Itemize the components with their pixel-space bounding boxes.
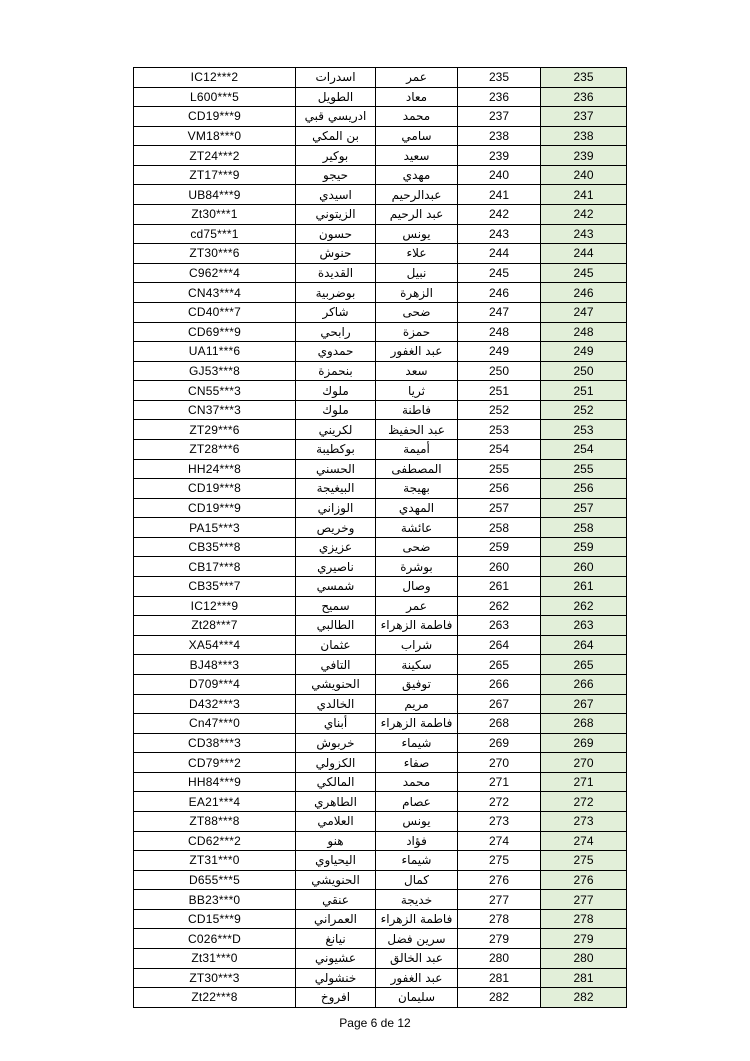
cell-first-name: محمد [376,107,458,127]
table-row [134,929,627,949]
cell-index: 268 [541,714,627,734]
cell-first-name: سعد [376,361,458,381]
cell-first-name: شيماء [376,851,458,871]
cell-index: 263 [541,616,627,636]
cell-index: 276 [541,870,627,890]
cell-number: 235 [458,68,541,88]
cell-number: 240 [458,165,541,185]
cell-code: D432***3 [134,694,296,714]
cell-last-name: الوزاني [296,498,376,518]
cell-number: 281 [458,968,541,988]
cell-first-name: عبد الحفيظ [376,420,458,440]
cell-code: VM18***0 [134,126,296,146]
cell-last-name: أبناي [296,714,376,734]
cell-index: 243 [541,224,627,244]
table-row [134,596,627,616]
cell-code: cd75***1 [134,224,296,244]
cell-last-name: حيجو [296,165,376,185]
table-row [134,146,627,166]
cell-first-name: سكينة [376,655,458,675]
cell-first-name: خديجة [376,890,458,910]
cell-first-name: عبد الغفور [376,342,458,362]
cell-last-name: بنحمزة [296,361,376,381]
table-row [134,655,627,675]
cell-code: EA21***4 [134,792,296,812]
table-row [134,263,627,283]
cell-first-name: عبد الغفور [376,968,458,988]
cell-last-name: العمراني [296,909,376,929]
cell-first-name: المهدي [376,498,458,518]
cell-code: ZT30***3 [134,968,296,988]
cell-code: Zt22***8 [134,988,296,1008]
table-row [134,988,627,1008]
cell-first-name: نبيل [376,263,458,283]
cell-index: 279 [541,929,627,949]
cell-index: 248 [541,322,627,342]
cell-last-name: القديدة [296,263,376,283]
cell-last-name: بوضربية [296,283,376,303]
cell-last-name: اليحياوي [296,851,376,871]
cell-index: 245 [541,263,627,283]
cell-number: 243 [458,224,541,244]
cell-last-name: حنوش [296,244,376,264]
cell-first-name: فاطنة [376,400,458,420]
results-table [133,67,627,1008]
table-row [134,68,627,88]
cell-index: 257 [541,498,627,518]
cell-number: 273 [458,811,541,831]
table-row [134,968,627,988]
cell-last-name: الحنويشي [296,870,376,890]
table-row [134,400,627,420]
cell-number: 269 [458,733,541,753]
cell-last-name: خنشولي [296,968,376,988]
cell-index: 252 [541,400,627,420]
cell-last-name: التافي [296,655,376,675]
table-row [134,792,627,812]
table-row [134,870,627,890]
cell-index: 240 [541,165,627,185]
cell-last-name: الحنويشي [296,674,376,694]
cell-index: 251 [541,381,627,401]
table-row [134,205,627,225]
cell-code: CD62***2 [134,831,296,851]
cell-last-name: الزيتوني [296,205,376,225]
table-row [134,224,627,244]
cell-first-name: عائشة [376,518,458,538]
cell-last-name: اسيدي [296,185,376,205]
cell-last-name: اسدرات [296,68,376,88]
table-row [134,107,627,127]
cell-last-name: الحسني [296,459,376,479]
table-row [134,831,627,851]
cell-first-name: توفيق [376,674,458,694]
cell-number: 259 [458,537,541,557]
cell-code: XA54***4 [134,635,296,655]
cell-code: Cn47***0 [134,714,296,734]
cell-first-name: عبدالرحيم [376,185,458,205]
cell-first-name: عمر [376,596,458,616]
cell-number: 244 [458,244,541,264]
cell-number: 245 [458,263,541,283]
cell-last-name: شاكر [296,302,376,322]
cell-first-name: فؤاد [376,831,458,851]
cell-first-name: شراب [376,635,458,655]
cell-first-name: سعيد [376,146,458,166]
cell-number: 250 [458,361,541,381]
cell-number: 274 [458,831,541,851]
cell-first-name: وصال [376,577,458,597]
cell-last-name: نيانغ [296,929,376,949]
cell-number: 247 [458,302,541,322]
cell-code: BB23***0 [134,890,296,910]
cell-code: CD19***9 [134,107,296,127]
table-row [134,890,627,910]
cell-index: 266 [541,674,627,694]
cell-last-name: الخالدي [296,694,376,714]
cell-number: 248 [458,322,541,342]
cell-first-name: ثريا [376,381,458,401]
table-row [134,616,627,636]
cell-index: 250 [541,361,627,381]
cell-code: ZT24***2 [134,146,296,166]
table-row [134,126,627,146]
cell-first-name: فاطمة الزهراء [376,616,458,636]
cell-last-name: بوكير [296,146,376,166]
cell-last-name: لكريني [296,420,376,440]
cell-number: 263 [458,616,541,636]
cell-first-name: عبد الخالق [376,949,458,969]
cell-first-name: حمزة [376,322,458,342]
cell-index: 267 [541,694,627,714]
cell-number: 268 [458,714,541,734]
cell-index: 261 [541,577,627,597]
table-row [134,714,627,734]
cell-number: 257 [458,498,541,518]
cell-number: 241 [458,185,541,205]
cell-last-name: المالكي [296,772,376,792]
cell-first-name: صفاء [376,753,458,773]
table-row [134,165,627,185]
cell-code: CB35***8 [134,537,296,557]
cell-first-name: أميمة [376,439,458,459]
cell-code: D655***5 [134,870,296,890]
cell-number: 280 [458,949,541,969]
cell-code: Zt28***7 [134,616,296,636]
cell-number: 282 [458,988,541,1008]
table-row [134,479,627,499]
cell-last-name: الطاهري [296,792,376,812]
cell-first-name: فاطمة الزهراء [376,714,458,734]
table-row [134,302,627,322]
table-row [134,381,627,401]
cell-last-name: ادريسي قبي [296,107,376,127]
cell-code: IC12***9 [134,596,296,616]
cell-index: 235 [541,68,627,88]
cell-index: 282 [541,988,627,1008]
cell-number: 256 [458,479,541,499]
table-row [134,557,627,577]
cell-last-name: افروخ [296,988,376,1008]
cell-first-name: عمر [376,68,458,88]
cell-number: 271 [458,772,541,792]
cell-code: CD38***3 [134,733,296,753]
cell-code: C026***D [134,929,296,949]
cell-last-name: ملوك [296,400,376,420]
cell-index: 236 [541,87,627,107]
cell-first-name: يونس [376,811,458,831]
cell-number: 246 [458,283,541,303]
cell-index: 273 [541,811,627,831]
cell-first-name: سرين فضل [376,929,458,949]
cell-index: 254 [541,439,627,459]
cell-code: ZT88***8 [134,811,296,831]
cell-index: 242 [541,205,627,225]
cell-index: 249 [541,342,627,362]
cell-last-name: عشيوني [296,949,376,969]
cell-index: 258 [541,518,627,538]
cell-code: CD40***7 [134,302,296,322]
table-row [134,851,627,871]
cell-number: 253 [458,420,541,440]
cell-number: 265 [458,655,541,675]
cell-index: 246 [541,283,627,303]
cell-number: 275 [458,851,541,871]
table-row [134,577,627,597]
cell-code: ZT28***6 [134,439,296,459]
cell-number: 249 [458,342,541,362]
cell-code: PA15***3 [134,518,296,538]
cell-last-name: الطالبي [296,616,376,636]
cell-number: 255 [458,459,541,479]
cell-last-name: شمسي [296,577,376,597]
cell-last-name: رابحي [296,322,376,342]
cell-number: 239 [458,146,541,166]
cell-last-name: الكزولي [296,753,376,773]
cell-code: UA11***6 [134,342,296,362]
cell-code: CD69***9 [134,322,296,342]
table-row [134,498,627,518]
cell-index: 264 [541,635,627,655]
cell-last-name: وخريص [296,518,376,538]
cell-first-name: ضحى [376,537,458,557]
table-row [134,283,627,303]
cell-code: L600***5 [134,87,296,107]
cell-last-name: سميح [296,596,376,616]
cell-first-name: المصطفى [376,459,458,479]
table-row [134,694,627,714]
cell-first-name: سامي [376,126,458,146]
cell-first-name: محمد [376,772,458,792]
cell-code: UB84***9 [134,185,296,205]
cell-code: C962***4 [134,263,296,283]
table-row [134,949,627,969]
cell-code: ZT30***6 [134,244,296,264]
cell-number: 278 [458,909,541,929]
cell-number: 272 [458,792,541,812]
cell-last-name: حسون [296,224,376,244]
cell-first-name: يونس [376,224,458,244]
table-row [134,753,627,773]
table-row [134,185,627,205]
cell-number: 258 [458,518,541,538]
cell-first-name: شيماء [376,733,458,753]
cell-index: 238 [541,126,627,146]
cell-code: Zt30***1 [134,205,296,225]
cell-first-name: الزهرة [376,283,458,303]
cell-code: IC12***2 [134,68,296,88]
cell-code: Zt31***0 [134,949,296,969]
cell-number: 237 [458,107,541,127]
table-row [134,439,627,459]
table-row [134,518,627,538]
cell-code: GJ53***8 [134,361,296,381]
cell-number: 261 [458,577,541,597]
table-row [134,244,627,264]
cell-index: 237 [541,107,627,127]
cell-first-name: ضحى [376,302,458,322]
cell-last-name: العلامي [296,811,376,831]
table-row [134,87,627,107]
table-row [134,635,627,655]
cell-last-name: الطويل [296,87,376,107]
cell-index: 270 [541,753,627,773]
cell-index: 259 [541,537,627,557]
cell-number: 242 [458,205,541,225]
cell-index: 256 [541,479,627,499]
cell-last-name: بوكطيبة [296,439,376,459]
cell-first-name: بهيجة [376,479,458,499]
table-row [134,361,627,381]
cell-first-name: بوشرة [376,557,458,577]
table-row [134,342,627,362]
cell-index: 241 [541,185,627,205]
table-row [134,772,627,792]
cell-last-name: عثمان [296,635,376,655]
cell-number: 279 [458,929,541,949]
cell-last-name: البيغيجة [296,479,376,499]
table-row [134,459,627,479]
cell-code: HH84***9 [134,772,296,792]
cell-number: 252 [458,400,541,420]
cell-number: 251 [458,381,541,401]
cell-code: CN55***3 [134,381,296,401]
cell-first-name: سليمان [376,988,458,1008]
cell-first-name: مهدي [376,165,458,185]
cell-number: 254 [458,439,541,459]
cell-code: CN37***3 [134,400,296,420]
cell-number: 262 [458,596,541,616]
cell-first-name: فاطمة الزهراء [376,909,458,929]
cell-last-name: عنقي [296,890,376,910]
cell-index: 265 [541,655,627,675]
cell-first-name: عبد الرحيم [376,205,458,225]
cell-index: 271 [541,772,627,792]
cell-index: 281 [541,968,627,988]
cell-code: CB35***7 [134,577,296,597]
cell-number: 260 [458,557,541,577]
cell-first-name: كمال [376,870,458,890]
page-number: Page 6 de 12 [339,1016,411,1030]
cell-code: CN43***4 [134,283,296,303]
cell-last-name: عزيزي [296,537,376,557]
cell-code: BJ48***3 [134,655,296,675]
cell-last-name: ملوك [296,381,376,401]
cell-number: 236 [458,87,541,107]
cell-code: ZT17***9 [134,165,296,185]
table-row [134,909,627,929]
cell-code: ZT29***6 [134,420,296,440]
cell-last-name: بن المكي [296,126,376,146]
table-body [134,68,627,1008]
cell-index: 269 [541,733,627,753]
cell-index: 278 [541,909,627,929]
cell-code: CB17***8 [134,557,296,577]
cell-number: 270 [458,753,541,773]
cell-number: 276 [458,870,541,890]
cell-code: D709***4 [134,674,296,694]
cell-code: HH24***8 [134,459,296,479]
cell-index: 244 [541,244,627,264]
cell-code: CD79***2 [134,753,296,773]
cell-first-name: مريم [376,694,458,714]
cell-index: 280 [541,949,627,969]
cell-index: 262 [541,596,627,616]
cell-index: 260 [541,557,627,577]
cell-code: CD19***8 [134,479,296,499]
cell-first-name: عصام [376,792,458,812]
cell-index: 255 [541,459,627,479]
table-row [134,420,627,440]
cell-number: 277 [458,890,541,910]
cell-index: 275 [541,851,627,871]
cell-number: 264 [458,635,541,655]
cell-number: 238 [458,126,541,146]
table-row [134,811,627,831]
cell-index: 239 [541,146,627,166]
cell-index: 253 [541,420,627,440]
cell-last-name: ناصيري [296,557,376,577]
cell-first-name: معاد [376,87,458,107]
cell-code: ZT31***0 [134,851,296,871]
table-row [134,322,627,342]
table-row [134,733,627,753]
cell-number: 266 [458,674,541,694]
table-row [134,537,627,557]
cell-last-name: خربوش [296,733,376,753]
cell-first-name: علاء [376,244,458,264]
cell-index: 277 [541,890,627,910]
cell-index: 274 [541,831,627,851]
table-row [134,674,627,694]
cell-last-name: حمدوي [296,342,376,362]
cell-index: 247 [541,302,627,322]
cell-code: CD19***9 [134,498,296,518]
cell-index: 272 [541,792,627,812]
cell-code: CD15***9 [134,909,296,929]
cell-number: 267 [458,694,541,714]
cell-last-name: هنو [296,831,376,851]
